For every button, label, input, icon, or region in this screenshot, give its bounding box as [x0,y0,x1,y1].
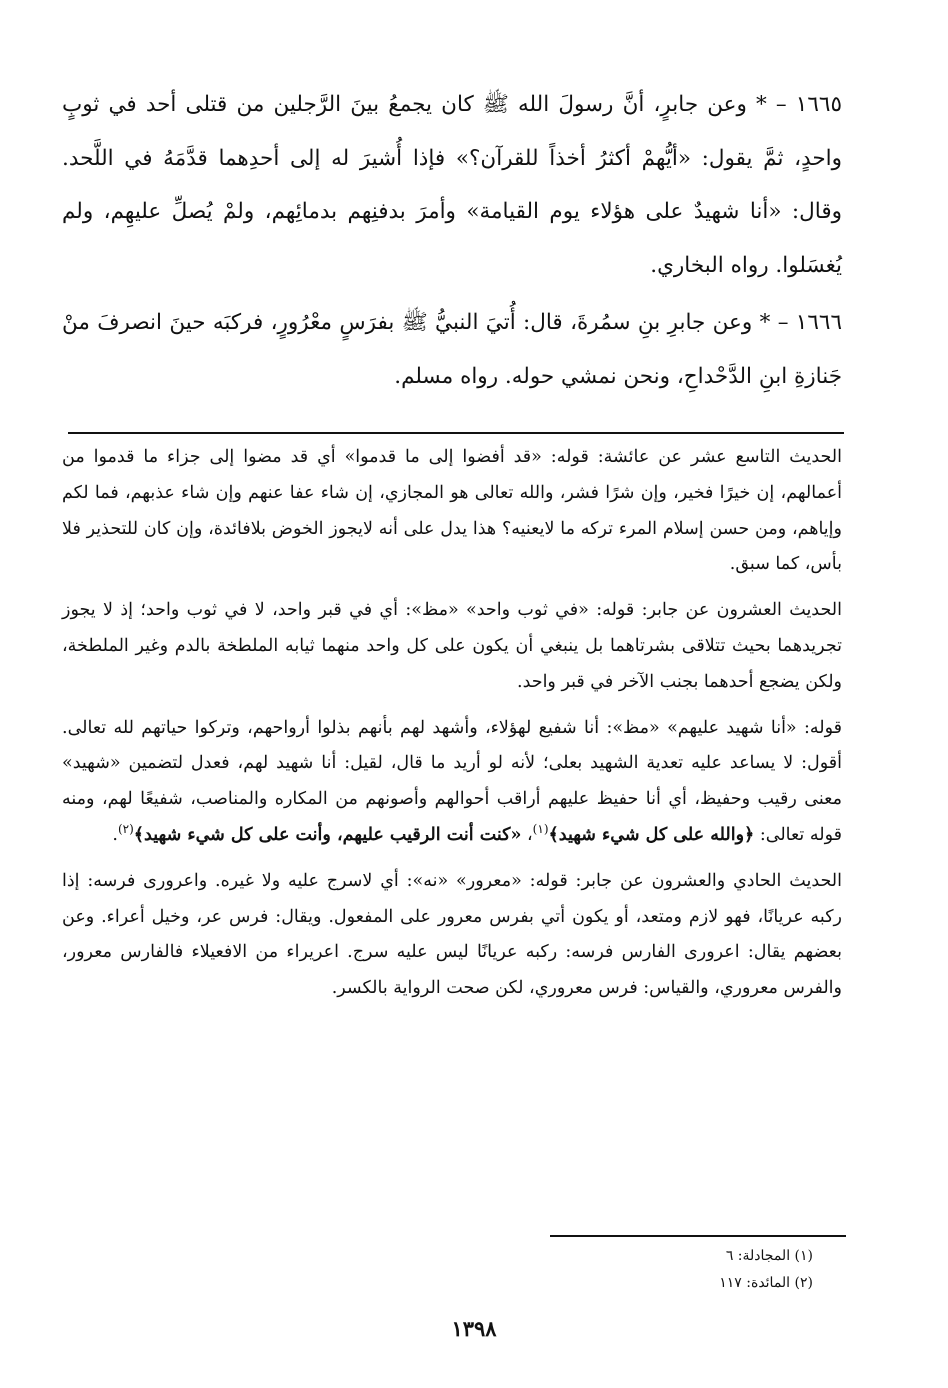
footnote-ref-1: (١) [532,822,549,837]
hadith-1665-paragraph: ١٦٦٥ – * وعن جابرٍ، أنَّ رسولَ الله ﷺ كان يجمعُ بينَ الرَّجلين من قتلى أحد في ثوبٍ واحدٍ، ثمَّ يقول: «أيُّهمْ أكثرُ أخذاً للقرآن؟» فإذا أُشيرَ له إلى أحدِهما قدَّمَهُ في اللَّحد. وقال: «أنا شهيدٌ على هؤلاء يوم القيامة» وأمرَ بدفنِهم بدمائِهم، ولمْ يُصلِّ عليهِم، ولم يُغسَلوا. رواه البخاري. [62,92,842,278]
footnotes [719,1243,813,1297]
commentary-section [62,440,842,1007]
footnote-2: (٢) المائدة: ١١٧ [719,1275,813,1291]
footnote-ref-2: (٢) [117,822,134,837]
paragraph-end: . [112,824,118,845]
quote-separator: ، [521,824,533,845]
footnote-divider [550,1235,846,1237]
quran-quote-maida: «كنت أنت الرقيب عليهم، وأنت على كل شيء شهيد﴾ [133,824,522,845]
commentary-paragraph-20: الحديث العشرون عن جابر: قوله: «في ثوب واحد» «مظ»: أي في قبر واحد، لا في ثوب واحد؛ إذ لا يجوز تجريدهما بحيث تتلاقى بشرتاهما بل ينبغي أن يكون على كل واحد منهما ثيابه الملطخة بالدم وغير الملطخة، ولكن يضجع أحدهما بجنب الآخر في قبر واحد. [62,600,842,692]
commentary-paragraph-shahid [62,711,842,854]
page-number: ١٣٩٨ [451,1316,497,1341]
section-divider [68,432,844,434]
commentary-paragraph-21: الحديث الحادي والعشرون عن جابر: قوله: «معرور» «نه»: أي لاسرج عليه ولا غيره. واعرورى فرسه: إذا ركبه عريانًا، فهو لازم ومتعد، أو يكون أتي بفرس معرور على المفعول. ويقال: فرس عر، وخيل أعراء. وعن بعضهم يقال: اعرورى الفارس فرسه: ركبه عريانًا ليس عليه سرج. اعريراء من الافعيلاء فالفارس معرور، والفرس معروري، والقياس: فرس معروري، لكن صحت الرواية بالكسر. [62,870,842,999]
quran-quote-mujadila: ﴿والله على كل شيء شهيد﴾ [548,824,755,845]
hadith-text-section [62,78,842,403]
commentary-shahid-text: قوله: «أنا شهيد عليهم» «مظ»: أنا شفيع لهؤلاء، وأشهد لهم بأنهم بذلوا أرواحهم، وتركوا حياتهم لله تعالى. أقول: لا يساعد عليه تعدية الشهيد بعلى؛ لأنه لو أريد ما قال، لقيل: أنا شهيد لهم، فعدل لتضمين «شهيد» معنى رقيب وحفيظ، أي أنا حفيظ عليهم أراقب أحوالهم وأصونهم من المكاره والمناصب، شفيعًا لهم، ومنه قوله تعالى: [62,717,842,845]
commentary-paragraph-19: الحديث التاسع عشر عن عائشة: قوله: «قد أفضوا إلى ما قدموا» أي قد مضوا إلى جزاء ما قدموا من أعمالهم، إن خيرًا فخير، وإن شرًا فشر، والله تعالى هو المجازي، إن شاء عفا عنهم وإن شاء عذبهم، فما لكم وإياهم، ومن حسن إسلام المرء تركه ما لايعنيه؟ هذا يدل على أنه لايجوز الخوض بلافائدة، وإن كان للتحذير فلا بأس، كما سبق. [62,447,842,575]
footnote-1: (١) المجادلة: ٦ [725,1248,813,1264]
hadith-1666-paragraph: ١٦٦٦ – * وعن جابرِ بنِ سمُرةَ، قال: أُتيَ النبيُّ ﷺ بفرَسٍ معْرُورٍ، فركبَه حينَ انصرفَ منْ جَنازةِ ابنِ الدَّحْداحِ، ونحن نمشي حوله. رواه مسلم. [62,310,842,389]
